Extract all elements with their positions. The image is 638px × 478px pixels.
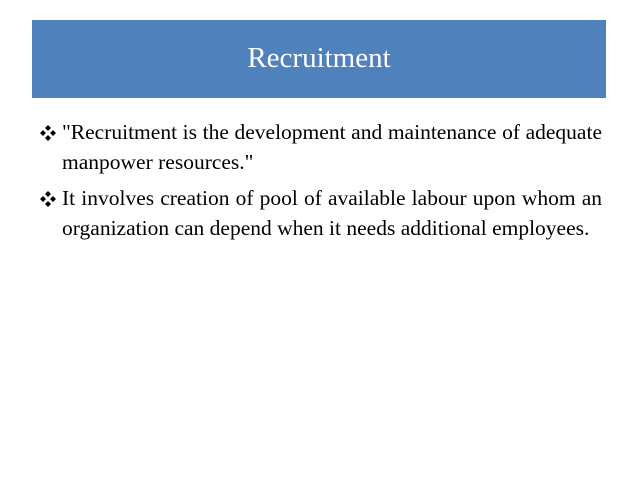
bullet-item (40, 183, 602, 243)
slide-title: Recruitment (247, 41, 391, 74)
four-diamond-bullet-icon (40, 191, 56, 207)
title-bar (32, 20, 606, 98)
four-diamond-bullet-icon (40, 125, 56, 141)
bullet-item (40, 117, 602, 177)
slide-content (40, 117, 602, 249)
bullet-text: It involves creation of pool of available labour upon whom an organization can depend when it needs additional employees. (62, 186, 602, 240)
bullet-text: "Recruitment is the development and maintenance of adequate manpower resources." (62, 120, 602, 174)
